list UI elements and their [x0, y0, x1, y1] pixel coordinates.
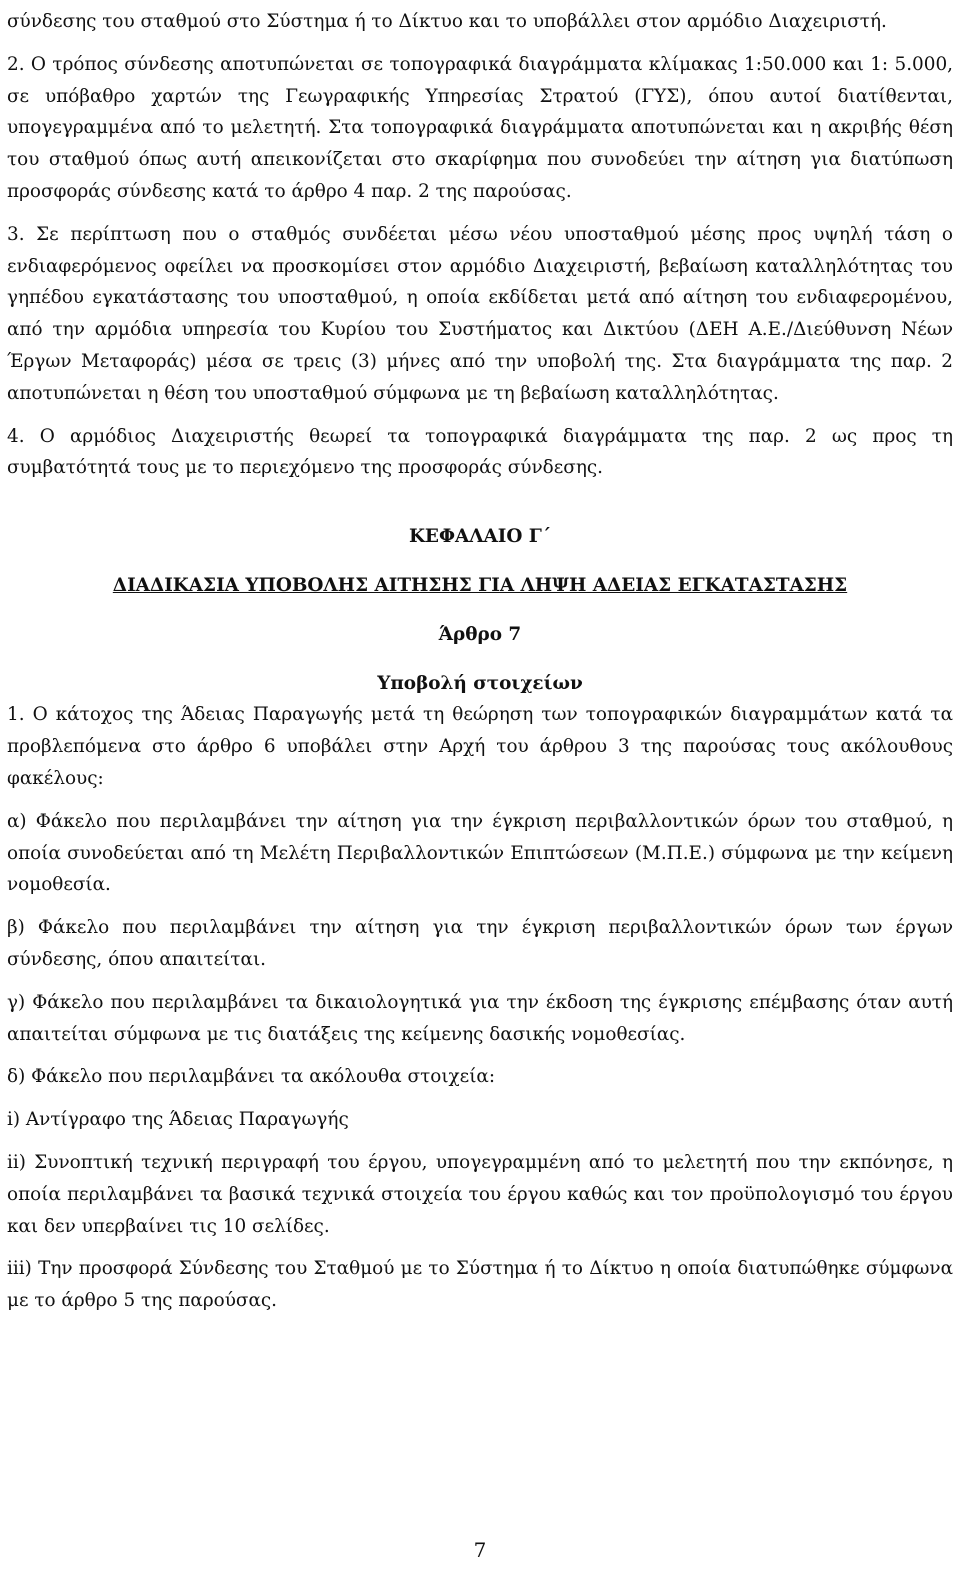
article-paragraph-1: 1. Ο κάτοχος της Άδειας Παραγωγής μετά τη θεώρηση των τοπογραφικών διαγραμμάτων κατά τα προβλεπόμενα στο άρθρο 6 υποβάλει στην Αρχή του άρθρου 3 της παρούσας τους ακόλουθους φακέλους:: [7, 704, 953, 789]
article-item-d: δ) Φάκελο που περιλαμβάνει τα ακόλουθα στοιχεία:: [7, 1066, 496, 1088]
article-heading: Άρθρο 7: [438, 623, 522, 645]
chapter-heading: ΚΕΦΑΛΑΙΟ Γ΄: [408, 526, 552, 548]
article-item-a: α) Φάκελο που περιλαμβάνει την αίτηση για την έγκριση περιβαλλοντικών όρων του σταθμού, η οποία συνοδεύεται από τη Μελέτη Περιβαλλοντικών Επιπτώσεων (Μ.Π.Ε.) σύμφωνα με την κείμενη νομοθεσία.: [7, 810, 953, 896]
article-subject: Υποβολή στοιχείων: [377, 672, 583, 694]
article-item-b: β) Φάκελο που περιλαμβάνει την αίτηση για την έγκριση περιβαλλοντικών όρων των έργων σύνδεσης, όπου απαιτείται.: [7, 917, 953, 970]
article-subitem-iii: iii) Την προσφορά Σύνδεσης του Σταθμού με το Σύστημα ή το Δίκτυο η οποία διατυπώθηκε σύμφωνα με το άρθρο 5 της παρούσας.: [7, 1258, 953, 1312]
paragraph-3: 3. Σε περίπτωση που ο σταθμός συνδέεται μέσω νέου υποσταθμού μέσης προς υψηλή τάση ο ενδιαφερόμενος οφείλει να προσκομίσει στον αρμόδιο Διαχειριστή, βεβαίωση καταλληλότητας του γηπέδου εγκατάστασης του υποσταθμού, η οποία εκδίδεται μετά από αίτηση του ενδιαφερομένου, από την αρμόδια υπηρεσία του Κυρίου του Συστήματος και Δικτύου (ΔΕΗ Α.Ε./Διεύθυνση Νέων Έργων Μεταφοράς) μέσα σε τρεις (3) μήνες από την υποβολή της. Στα διαγράμματα της παρ. 2 αποτυπώνεται η θέση του υποσταθμού σύμφωνα με τη βεβαίωση καταλληλότητας.: [7, 223, 953, 404]
page-number: 7: [473, 1538, 487, 1562]
paragraph-2: 2. Ο τρόπος σύνδεσης αποτυπώνεται σε τοπογραφικά διαγράμματα κλίμακας 1:50.000 και 1: 5.000, σε υπόβαθρο χαρτών της Γεωγραφικής Υπηρεσίας Στρατού (ΓΥΣ), όπου αυτοί διατίθενται, υπογεγραμμένα από το μελετητή. Στα τοπογραφικά διαγράμματα αποτυπώνεται και η ακριβής θέση του σταθμού όπως αυτή απεικονίζεται στο σκαρίφημα που συνοδεύει την αίτηση για διατύπωση προσφοράς σύνδεσης κατά το άρθρο 4 παρ. 2 της παρούσας.: [7, 53, 953, 202]
article-subitem-i: i) Αντίγραφο της Άδειας Παραγωγής: [7, 1109, 349, 1131]
paragraph-intro-continuation: σύνδεσης του σταθμού στο Σύστημα ή το Δίκτυο και το υποβάλλει στον αρμόδιο Διαχειριστή.: [7, 11, 887, 32]
chapter-title: ΔΙΑΔΙΚΑΣΙΑ ΥΠΟΒΟΛΗΣ ΑΙΤΗΣΗΣ ΓΙΑ ΛΗΨΗ ΑΔΕΙΑΣ ΕΓΚΑΤΑΣΤΑΣΗΣ: [112, 574, 848, 596]
section-spacer: [7, 484, 953, 521]
paragraph-4: 4. Ο αρμόδιος Διαχειριστής θεωρεί τα τοπογραφικά διαγράμματα της παρ. 2 ως προς τη συμβατότητά τους με το περιεχόμενο της προσφοράς σύνδεσης.: [7, 425, 953, 479]
article-subitem-ii: ii) Συνοπτική τεχνική περιγραφή του έργου, υπογεγραμμένη από το μελετητή που την εκπόνησε, η οποία περιλαμβάνει τα βασικά τεχνικά στοιχεία του έργου καθώς και τον προϋπολογισμό του έργου και δεν υπερβαίνει τις 10 σελίδες.: [7, 1151, 953, 1237]
article-item-c: γ) Φάκελο που περιλαμβάνει τα δικαιολογητικά για την έκδοση της έγκρισης επέμβασης όταν αυτή απαιτείται σύμφωνα με τις διατάξεις της κείμενης δασικής νομοθεσίας.: [7, 991, 953, 1045]
